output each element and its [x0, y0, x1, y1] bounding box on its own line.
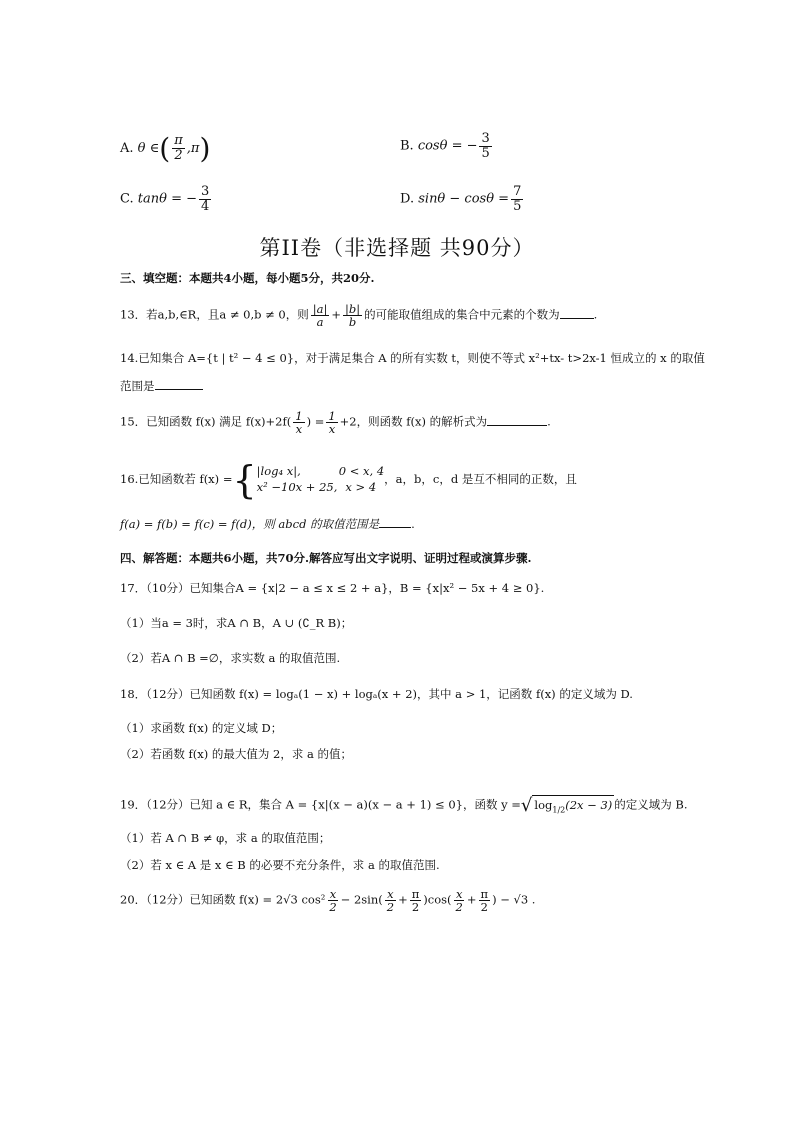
question-17: 17．（10分）已知集合A = {x|2 − a ≤ x ≤ 2 + a}，B = {x|x² − 5x + 4 ≥ 0}. — [120, 581, 545, 595]
section-4-heading: 四、解答题：本题共6小题，共70分.解答应写出文字说明、证明过程或演算步骤. — [120, 551, 532, 565]
question-19: 19．（12分）已知 a ∈ R，集合 A = {x|(x − a)(x − a + 1) ≤ 0}，函数 y =√ $\log_{1/2}(2x - 3)$ 的定义域为 B. — [120, 795, 688, 816]
answer-blank-15[interactable] — [487, 425, 547, 426]
question-18-part-1: （1）求函数 f(x) 的定义域 D； — [120, 721, 283, 735]
answer-blank-14[interactable] — [155, 389, 203, 390]
question-17-part-2: （2）若A ∩ B =∅，求实数 a 的取值范围. — [120, 651, 341, 665]
part-title: 第II卷（非选择题 共90分） — [259, 236, 535, 260]
question-16-line-1: 16.已知函数若 f(x) ={ |log₄ x|, 0 < x, 4 x² −10x + 25, x > 4 ，a，b，c，d 是互不相同的正数，且 — [120, 458, 577, 502]
question-13: 13．若a,b,∈R，且a ≠ 0,b ≠ 0，则 $\frac{|a|}{a}$ + $\frac{|b|}{b}$ 的可能取值组成的集合中元素的个数为 . — [120, 302, 598, 330]
option-c: C. tanθ = − $\frac{3}{4}$ — [120, 184, 210, 214]
question-20: 20．（12分）已知函数 f(x) = 2√3 cos² $\frac{x}{2}$ − 2sin( $\frac{x}{2}$ + $\frac{\pi}{2}$ )cos( $\frac{x}{2}$ + $\frac{\pi}{2}$ ) − √3 . — [120, 887, 536, 915]
question-16-line-2: f(a) = f(b) = f(c) = f(d)，则 abcd 的取值范围是 . — [120, 517, 415, 531]
question-18: 18．（12分）已知函数 f(x) = logₐ(1 − x) + logₐ(x + 2)，其中 a > 1，记函数 f(x) 的定义域为 D. — [120, 687, 633, 701]
answer-blank-13[interactable] — [560, 318, 594, 319]
question-18-part-2: （2）若函数 f(x) 的最大值为 2，求 a 的值； — [120, 747, 352, 761]
question-14-line-1: 14.已知集合 A={t | t² − 4 ≤ 0}，对于满足集合 A 的所有实数 t，则使不等式 x²+tx- t>2x-1 恒成立的 x 的取值 — [120, 351, 705, 365]
question-17-part-1: （1）当a = 3时，求A ∩ B，A ∪ (∁_R B)； — [120, 616, 353, 630]
question-15: 15．已知函数 f(x) 满足 f(x)+2f( $\frac{1}{x}$ ) = $\frac{1}{x}$ +2，则函数 f(x) 的解析式为 . — [120, 409, 551, 437]
question-19-part-1: （1）若 A ∩ B ≠ φ，求 a 的取值范围； — [120, 831, 331, 845]
answer-blank-16[interactable] — [379, 527, 411, 528]
question-14-line-2: 范围是 — [120, 378, 203, 394]
option-b: B. cosθ = − $\frac{3}{5}$ — [400, 131, 490, 161]
option-d: D. sinθ − cosθ = $\frac{7}{5}$ — [400, 184, 522, 214]
option-a: A. θ ∈( $\frac{\pi}{2}$ ,π) — [120, 132, 211, 165]
section-3-heading: 三、填空题：本题共4小题，每小题5分，共20分. — [120, 271, 375, 285]
question-19-part-2: （2）若 x ∈ A 是 x ∈ B 的必要不充分条件，求 a 的取值范围. — [120, 858, 440, 872]
